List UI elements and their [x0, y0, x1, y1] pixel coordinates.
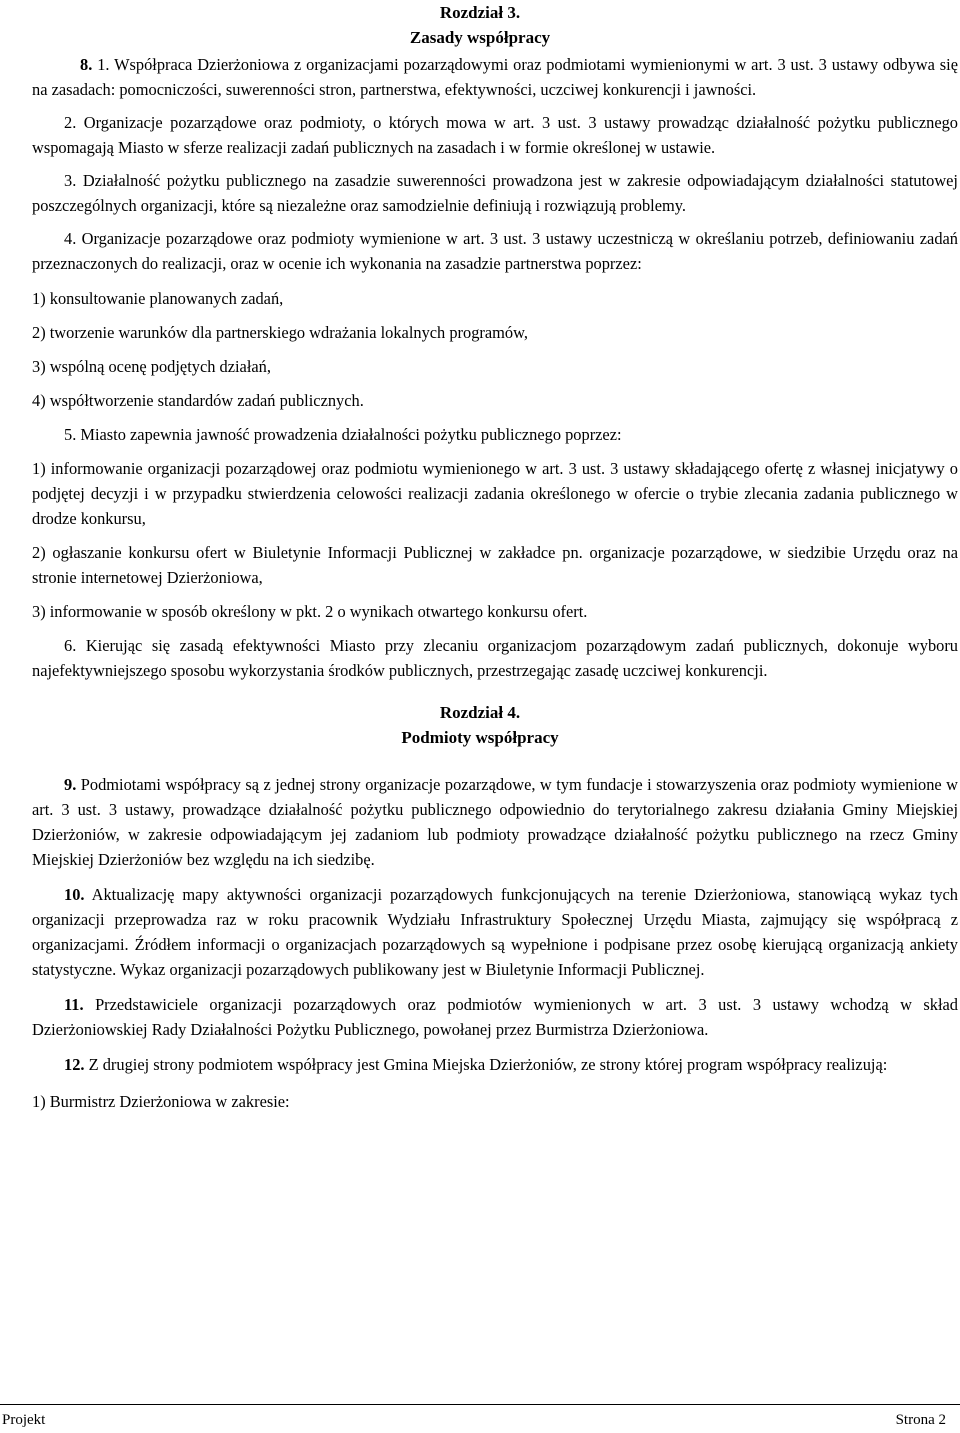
footer-rule	[0, 1404, 960, 1405]
section-number: 9.	[64, 775, 77, 794]
list-item: 2) tworzenie warunków dla partnerskiego wdrażania lokalnych programów,	[32, 323, 528, 342]
list-item: 3) wspólną ocenę podjętych działań,	[32, 357, 271, 376]
section-number: 8.	[80, 55, 93, 74]
section-8-paragraph-5: 5. Miasto zapewnia jawność prowadzenia działalności pożytku publicznego poprzez:	[64, 425, 622, 444]
list-item: 4) współtworzenie standardów zadań publicznych.	[32, 391, 364, 410]
section-8-paragraph-6: 6. Kierując się zasadą efektywności Miasto przy zlecaniu organizacjom pozarządowym zadań publicznych, dokonuje wyboru najefektywniejszego sposobu wykorzystania środków publicznych, przestrzegając zasadę uczciwej konkurencji.	[32, 636, 958, 680]
page-footer	[0, 1404, 960, 1428]
chapter-4-heading	[0, 700, 960, 750]
section-8-paragraph-2: 2. Organizacje pozarządowe oraz podmioty, o których mowa w art. 3 ust. 3 ustawy prowadząc działalność pożytku publicznego wspomagają Miasto w sferze realizacji zadań publicznych na zasadach i w formie określonej w ustawie.	[32, 113, 958, 157]
section-12	[32, 1052, 958, 1077]
section-11	[32, 992, 958, 1042]
chapter-title: Rozdział 3.	[439, 3, 521, 22]
list-item: 2) ogłaszanie konkursu ofert w Biuletynie Informacji Publicznej w zakładce pn. organizacje pozarządowe, w siedzibie Urzędu oraz na stronie internetowej Dzierżoniowa,	[32, 543, 958, 587]
list-item: 1) konsultowanie planowanych zadań,	[32, 289, 284, 308]
section-number: 11.	[64, 995, 84, 1014]
section-10	[32, 882, 958, 982]
paragraph-text: Aktualizację mapy aktywności organizacji pozarządowych funkcjonujących na terenie Dzierżoniowa, stanowiącą wykaz tych organizacji przeprowadza raz w roku pracownik Wydziału Infrastruktury Społecznej Urzędu Miasta, zajmujący się współpracą z organizacjami. Źródłem informacji o organizacjach pozarządowych są wypełnione i podpisane przez osobę kierującą organizacją ankiety statystyczne. Wykaz organizacji pozarządowych publikowany jest w Biuletynie Informacji Publicznej.	[32, 885, 958, 979]
paragraph-text: Z drugiej strony podmiotem współpracy jest Gmina Miejska Dzierżoniów, ze strony której program współpracy realizują:	[88, 1055, 888, 1074]
footer-left-label: Projekt	[2, 1412, 46, 1428]
section-9	[32, 772, 958, 872]
section-8-paragraph-1	[32, 52, 958, 102]
chapter-subtitle: Podmioty współpracy	[401, 728, 559, 747]
chapter-subtitle: Zasady współpracy	[409, 28, 551, 47]
paragraph-text: Przedstawiciele organizacji pozarządowych oraz podmiotów wymienionych w art. 3 ust. 3 ustawy wchodzą w skład Dzierżoniowskiej Rady Działalności Pożytku Publicznego, powołanej przez Burmistrza Dzierżoniowa.	[32, 995, 958, 1039]
list-item: 3) informowanie w sposób określony w pkt. 2 o wynikach otwartego konkursu ofert.	[32, 602, 588, 621]
list-item: 1) informowanie organizacji pozarządowej oraz podmiotu wymienionego w art. 3 ust. 3 ustawy składającego ofertę z własnej inicjatywy o podjętej decyzji i w przypadku stwierdzenia celowości realizacji zadania określonego w ofercie o trybie zlecania zadania publicznego w drodze konkursu,	[32, 459, 958, 528]
chapter-title: Rozdział 4.	[439, 703, 521, 722]
chapter-3-heading	[0, 0, 960, 50]
paragraph-text: 1. Współpraca Dzierżoniowa z organizacjami pozarządowymi oraz podmiotami wymienionymi w art. 3 ust. 3 ustawy odbywa się na zasadach: pomocniczości, suwerenności stron, partnerstwa, efektywności, uczciwej konkurencji i jawności.	[32, 55, 958, 99]
section-number: 10.	[64, 885, 85, 904]
paragraph-text: Podmiotami współpracy są z jednej strony organizacje pozarządowe, w tym fundacje i stowarzyszenia oraz podmioty wymienione w art. 3 ust. 3 ustawy, prowadzące działalność pożytku publicznego odpowiednio do terytorialnego zakresu działania Gminy Miejskiej Dzierżoniów, w zakresie odpowiadającym jej zadaniom lub podmioty prowadzące działalność pożytku publicznego na rzecz Gminy Miejskiej Dzierżoniów bez względu na ich siedzibę.	[32, 775, 958, 869]
section-number: 12.	[64, 1055, 85, 1074]
section-8-paragraph-4: 4. Organizacje pozarządowe oraz podmioty wymienione w art. 3 ust. 3 ustawy uczestniczą w określaniu potrzeb, definiowaniu zadań przeznaczonych do realizacji, oraz w ocenie ich wykonania na zasadzie partnerstwa poprzez:	[32, 229, 958, 273]
document-page	[32, 0, 958, 1114]
page-number: Strona 2	[895, 1412, 946, 1428]
list-item: 1) Burmistrz Dzierżoniowa w zakresie:	[32, 1092, 290, 1111]
section-8-paragraph-3: 3. Działalność pożytku publicznego na zasadzie suwerenności prowadzona jest w zakresie odpowiadającym działalności statutowej poszczególnych organizacji, które są niezależne oraz samodzielnie definiują i rozwiązują problemy.	[32, 171, 958, 215]
